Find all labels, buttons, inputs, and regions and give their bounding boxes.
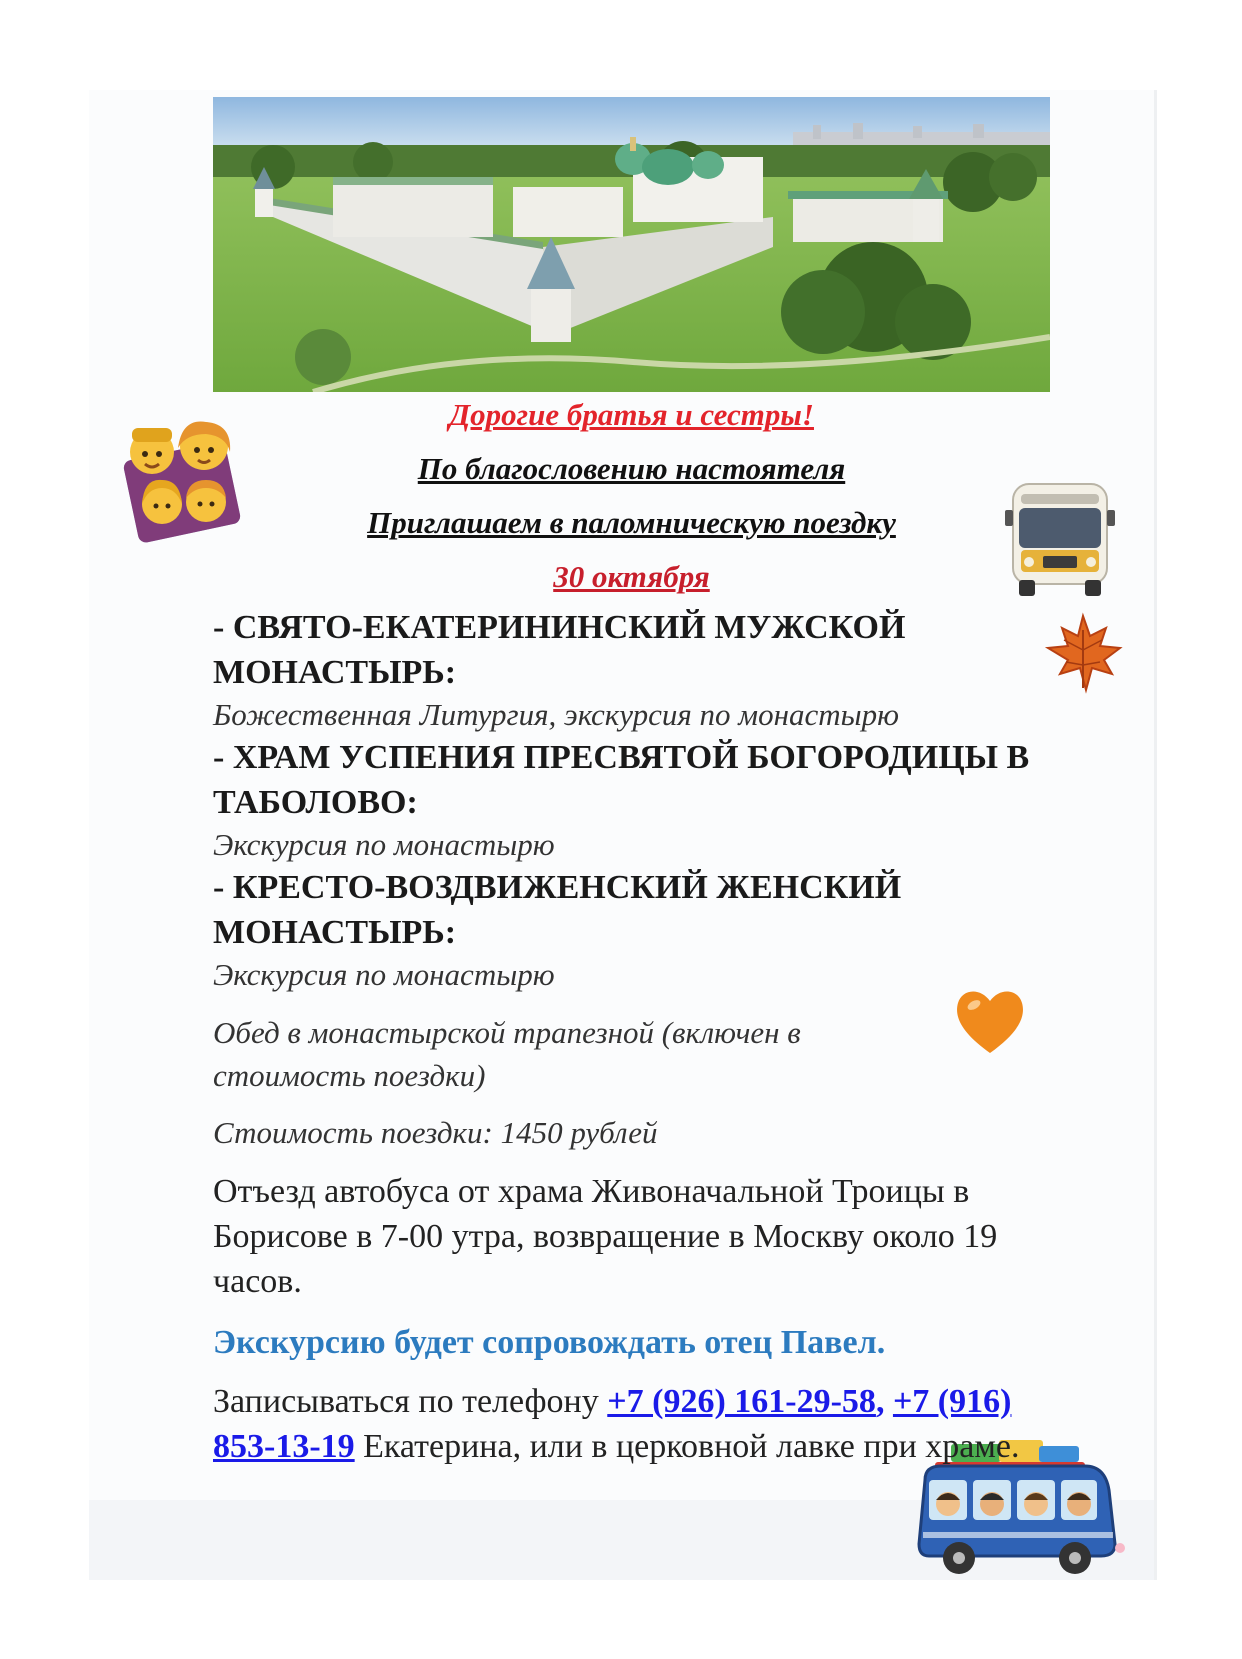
bus-front-icon <box>1005 480 1115 603</box>
phone-link-1[interactable]: +7 (926) 161-29-58 <box>607 1383 876 1420</box>
family-icon <box>118 418 246 551</box>
phone-separator: , <box>875 1383 893 1420</box>
guide-note: Экскурсию будет сопровождать отец Павел. <box>213 1324 886 1361</box>
place-description: Божественная Литургия, экскурсия по монастырю <box>213 697 899 732</box>
blessing-line: По благословению настоятеля <box>417 451 846 486</box>
trip-details <box>213 605 1093 1469</box>
place-name: - ХРАМ УСПЕНИЯ ПРЕСВЯТОЙ БОГОРОДИЦЫ В ТАБОЛОВО: <box>213 739 1030 821</box>
departure-info: Отъезд автобуса от храма Живоначальной Троицы в Борисове в 7-00 утра, возвращение в Москву около 19 часов. <box>213 1173 998 1300</box>
signup-info <box>213 1379 1033 1469</box>
place-item <box>213 735 1093 865</box>
signup-suffix: Екатерина, или в церковной лавке при храме. <box>354 1428 1020 1465</box>
place-description: Экскурсия по монастырю <box>213 957 555 992</box>
place-name: - СВЯТО-ЕКАТЕРИНИНСКИЙ МУЖСКОЙ МОНАСТЫРЬ: <box>213 609 906 691</box>
lunch-note: Обед в монастырской трапезной (включен в стоимость поездки) <box>213 1015 801 1093</box>
place-item <box>213 865 1093 995</box>
trip-date: 30 октября <box>553 559 710 594</box>
invitation-line: Приглашаем в паломническую поездку <box>367 505 896 540</box>
place-item <box>213 605 1093 735</box>
place-description: Экскурсия по монастырю <box>213 827 555 862</box>
signup-prefix: Записываться по телефону <box>213 1383 608 1420</box>
place-name: - КРЕСТО-ВОЗДВИЖЕНСКИЙ ЖЕНСКИЙ МОНАСТЫРЬ: <box>213 869 902 951</box>
trip-price: Стоимость поездки: 1450 рублей <box>213 1115 658 1150</box>
greeting-heading: Дорогие братья и сестры! <box>449 397 814 432</box>
phone-link-2[interactable]: +7 (916) 853-13-19 <box>213 1383 1012 1465</box>
monastery-photo <box>213 97 1050 392</box>
page-edge <box>1154 90 1157 1580</box>
